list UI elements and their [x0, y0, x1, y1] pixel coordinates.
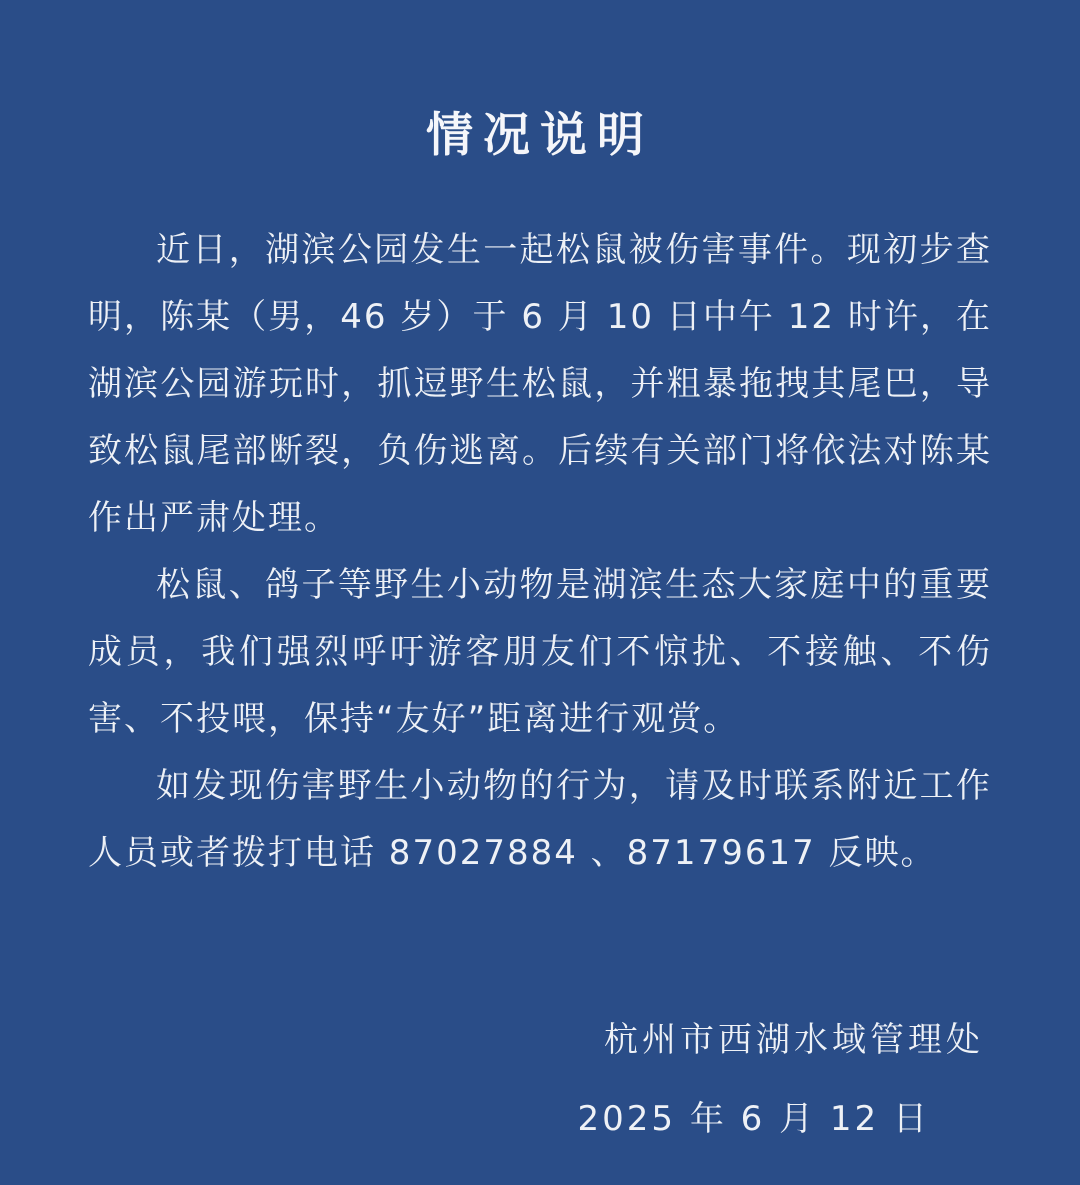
statement-footer: [88, 1012, 992, 1140]
statement-paragraph-contact: 如发现伤害野生小动物的行为，请及时联系附近工作人员或者拨打电话 87027884 、87179617 反映。: [88, 766, 992, 873]
statement-body: [88, 217, 992, 887]
issuing-authority: 杭州市西湖水域管理处: [604, 1020, 984, 1060]
statement-paragraph-incident: 近日，湖滨公园发生一起松鼠被伤害事件。现初步查明，陈某（男，46 岁）于 6 月 10 日中午 12 时许，在湖滨公园游玩时，抓逗野生松鼠，并粗暴拖拽其尾巴，导致松鼠尾部断裂，负伤逃离。后续有关部门将依法对陈某作出严肃处理。: [88, 230, 992, 538]
statement-title: 情况说明: [426, 108, 654, 163]
statement-date: 2025 年 6 月 12 日: [577, 1099, 930, 1139]
statement-paragraph-appeal: 松鼠、鸽子等野生小动物是湖滨生态大家庭中的重要成员，我们强烈呼吁游客朋友们不惊扰、不接触、不伤害、不投喂，保持“友好”距离进行观赏。: [88, 565, 992, 739]
